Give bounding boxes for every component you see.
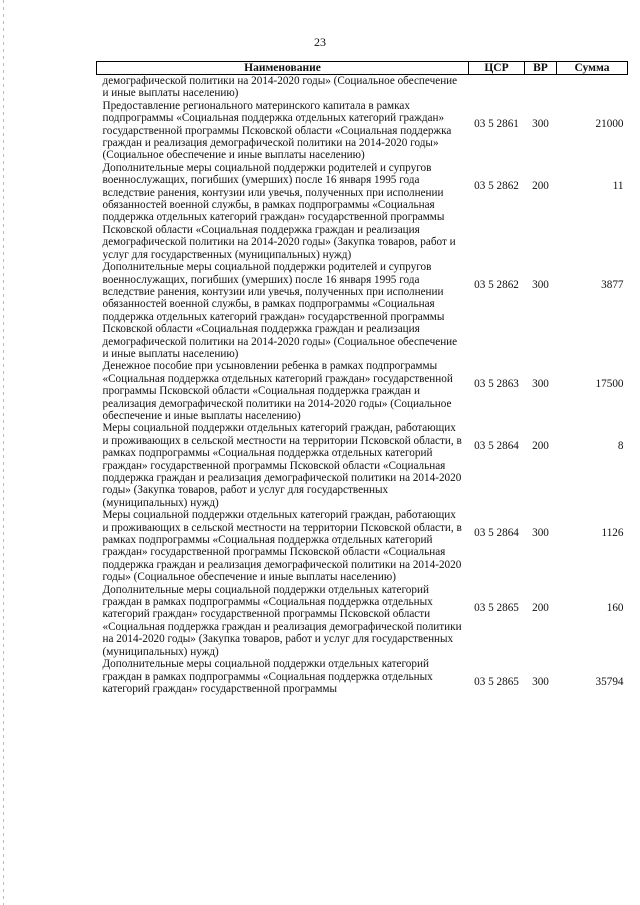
row-sum: 21000 xyxy=(595,117,624,130)
table-header-row xyxy=(97,62,628,75)
row-csr xyxy=(469,75,525,100)
row-sum: 17500 xyxy=(595,378,624,391)
row-sum: 1126 xyxy=(601,527,624,540)
header-name: Наименование xyxy=(97,62,469,75)
row-vr: 200 xyxy=(532,440,549,453)
header-vr: ВР xyxy=(525,62,557,75)
row-vr: 300 xyxy=(532,676,549,689)
table-row xyxy=(97,509,628,583)
table-row xyxy=(97,658,628,695)
row-vr: 200 xyxy=(532,179,549,192)
row-vr: 300 xyxy=(532,378,549,391)
row-name: Дополнительные меры социальной поддержки отдельных категорий граждан в рамках подпрограммы «Социальная поддержка отдельных категорий граждан» государственной программы Псковской области «Социальная поддержка граждан и реализация демографической политики на 2014-2020 годы» (Закупка товаров, работ и услуг для государственных (муниципальных) нужд) xyxy=(102,583,462,658)
row-csr: 03 5 2865 xyxy=(474,601,519,614)
row-name: Меры социальной поддержки отдельных категорий граждан, работающих и проживающих в сельской местности на территории Псковской области, в рамках подпрограммы «Социальная поддержка отдельных категорий граждан» государственной программы Псковской области «Социальная поддержка граждан и реализация демографической политики на 2014-2020 годы» (Закупка товаров, работ и услуг для государственных (муниципальных) нужд) xyxy=(102,422,462,509)
row-vr: 300 xyxy=(532,279,549,292)
row-sum xyxy=(557,75,628,100)
row-name: Меры социальной поддержки отдельных категорий граждан, работающих и проживающих в сельской местности на территории Псковской области, в рамках подпрограммы «Социальная поддержка отдельных категорий граждан» государственной программы Псковской области «Социальная поддержка граждан и реализация демографической политики на 2014-2020 годы» (Социальное обеспечение и иные выплаты населению) xyxy=(102,509,462,584)
table-row xyxy=(97,162,628,261)
row-sum: 8 xyxy=(617,440,624,453)
scan-edge-mark xyxy=(3,0,4,905)
row-name: Дополнительные меры социальной поддержки родителей и супругов военнослужащих, погибших (умерших) после 16 января 1995 года вследствие ранения, контузии или увечья, полученных при исполнении обязанностей военной службы, в рамках подпрограммы «Социальная поддержка отдельных категорий граждан» государственной программы Псковской области «Социальная поддержка граждан и реализация демографической политики на 2014-2020 годы» (Закупка товаров, работ и услуг для государственных (муниципальных) нужд) xyxy=(102,161,456,261)
table-row xyxy=(97,584,628,658)
row-vr: 200 xyxy=(532,601,549,614)
row-name: Дополнительные меры социальной поддержки отдельных категорий граждан в рамках подпрограммы «Социальная поддержка отдельных категорий граждан» государственной программы xyxy=(102,658,433,695)
row-name: Дополнительные меры социальной поддержки родителей и супругов военнослужащих, погибших (умерших) после 16 января 1995 года вследствие ранения, контузии или увечья, полученных при исполнении обязанностей военной службы, в рамках подпрограммы «Социальная поддержка отдельных категорий граждан» государственной программы Псковской области «Социальная поддержка граждан и реализация демографической политики на 2014-2020 годы» (Социальное обеспечение и иные выплаты населению) xyxy=(102,261,458,360)
table-row xyxy=(97,261,628,360)
row-vr xyxy=(525,75,557,100)
row-csr: 03 5 2864 xyxy=(474,527,519,540)
row-sum: 35794 xyxy=(595,676,624,689)
row-vr: 300 xyxy=(532,527,549,540)
row-sum: 11 xyxy=(612,179,624,192)
row-name: Предоставление регионального материнского капитала в рамках подпрограммы «Социальная поддержка отдельных категорий граждан» государственной программы Псковской области «Социальная поддержка граждан и реализация демографической политики на 2014-2020 годы» (Социальное обеспечение и иные выплаты населению) xyxy=(102,99,452,162)
row-sum: 160 xyxy=(606,601,624,614)
row-csr: 03 5 2862 xyxy=(474,179,519,192)
row-csr: 03 5 2861 xyxy=(474,117,519,130)
row-vr: 300 xyxy=(532,117,549,130)
table-row xyxy=(97,422,628,509)
header-sum: Сумма xyxy=(557,62,628,75)
row-csr: 03 5 2862 xyxy=(474,279,519,292)
table-row xyxy=(97,75,628,100)
row-name: демографической политики на 2014-2020 годы» (Социальное обеспечение и иные выплаты населению) xyxy=(102,75,458,100)
table-row xyxy=(97,100,628,162)
row-csr: 03 5 2865 xyxy=(474,676,519,689)
row-csr: 03 5 2863 xyxy=(474,378,519,391)
budget-table xyxy=(96,61,628,695)
row-csr: 03 5 2864 xyxy=(474,440,519,453)
header-csr: ЦСР xyxy=(469,62,525,75)
table-row xyxy=(97,360,628,422)
row-name: Денежное пособие при усыновлении ребенка в рамках подпрограммы «Социальная поддержка отдельных категорий граждан» государственной программы Псковской области «Социальная поддержка граждан и реализация демографической политики на 2014-2020 годы» (Социальное обеспечение и иные выплаты населению) xyxy=(102,360,453,422)
page-number: 23 xyxy=(314,35,326,49)
row-sum: 3877 xyxy=(601,279,624,292)
